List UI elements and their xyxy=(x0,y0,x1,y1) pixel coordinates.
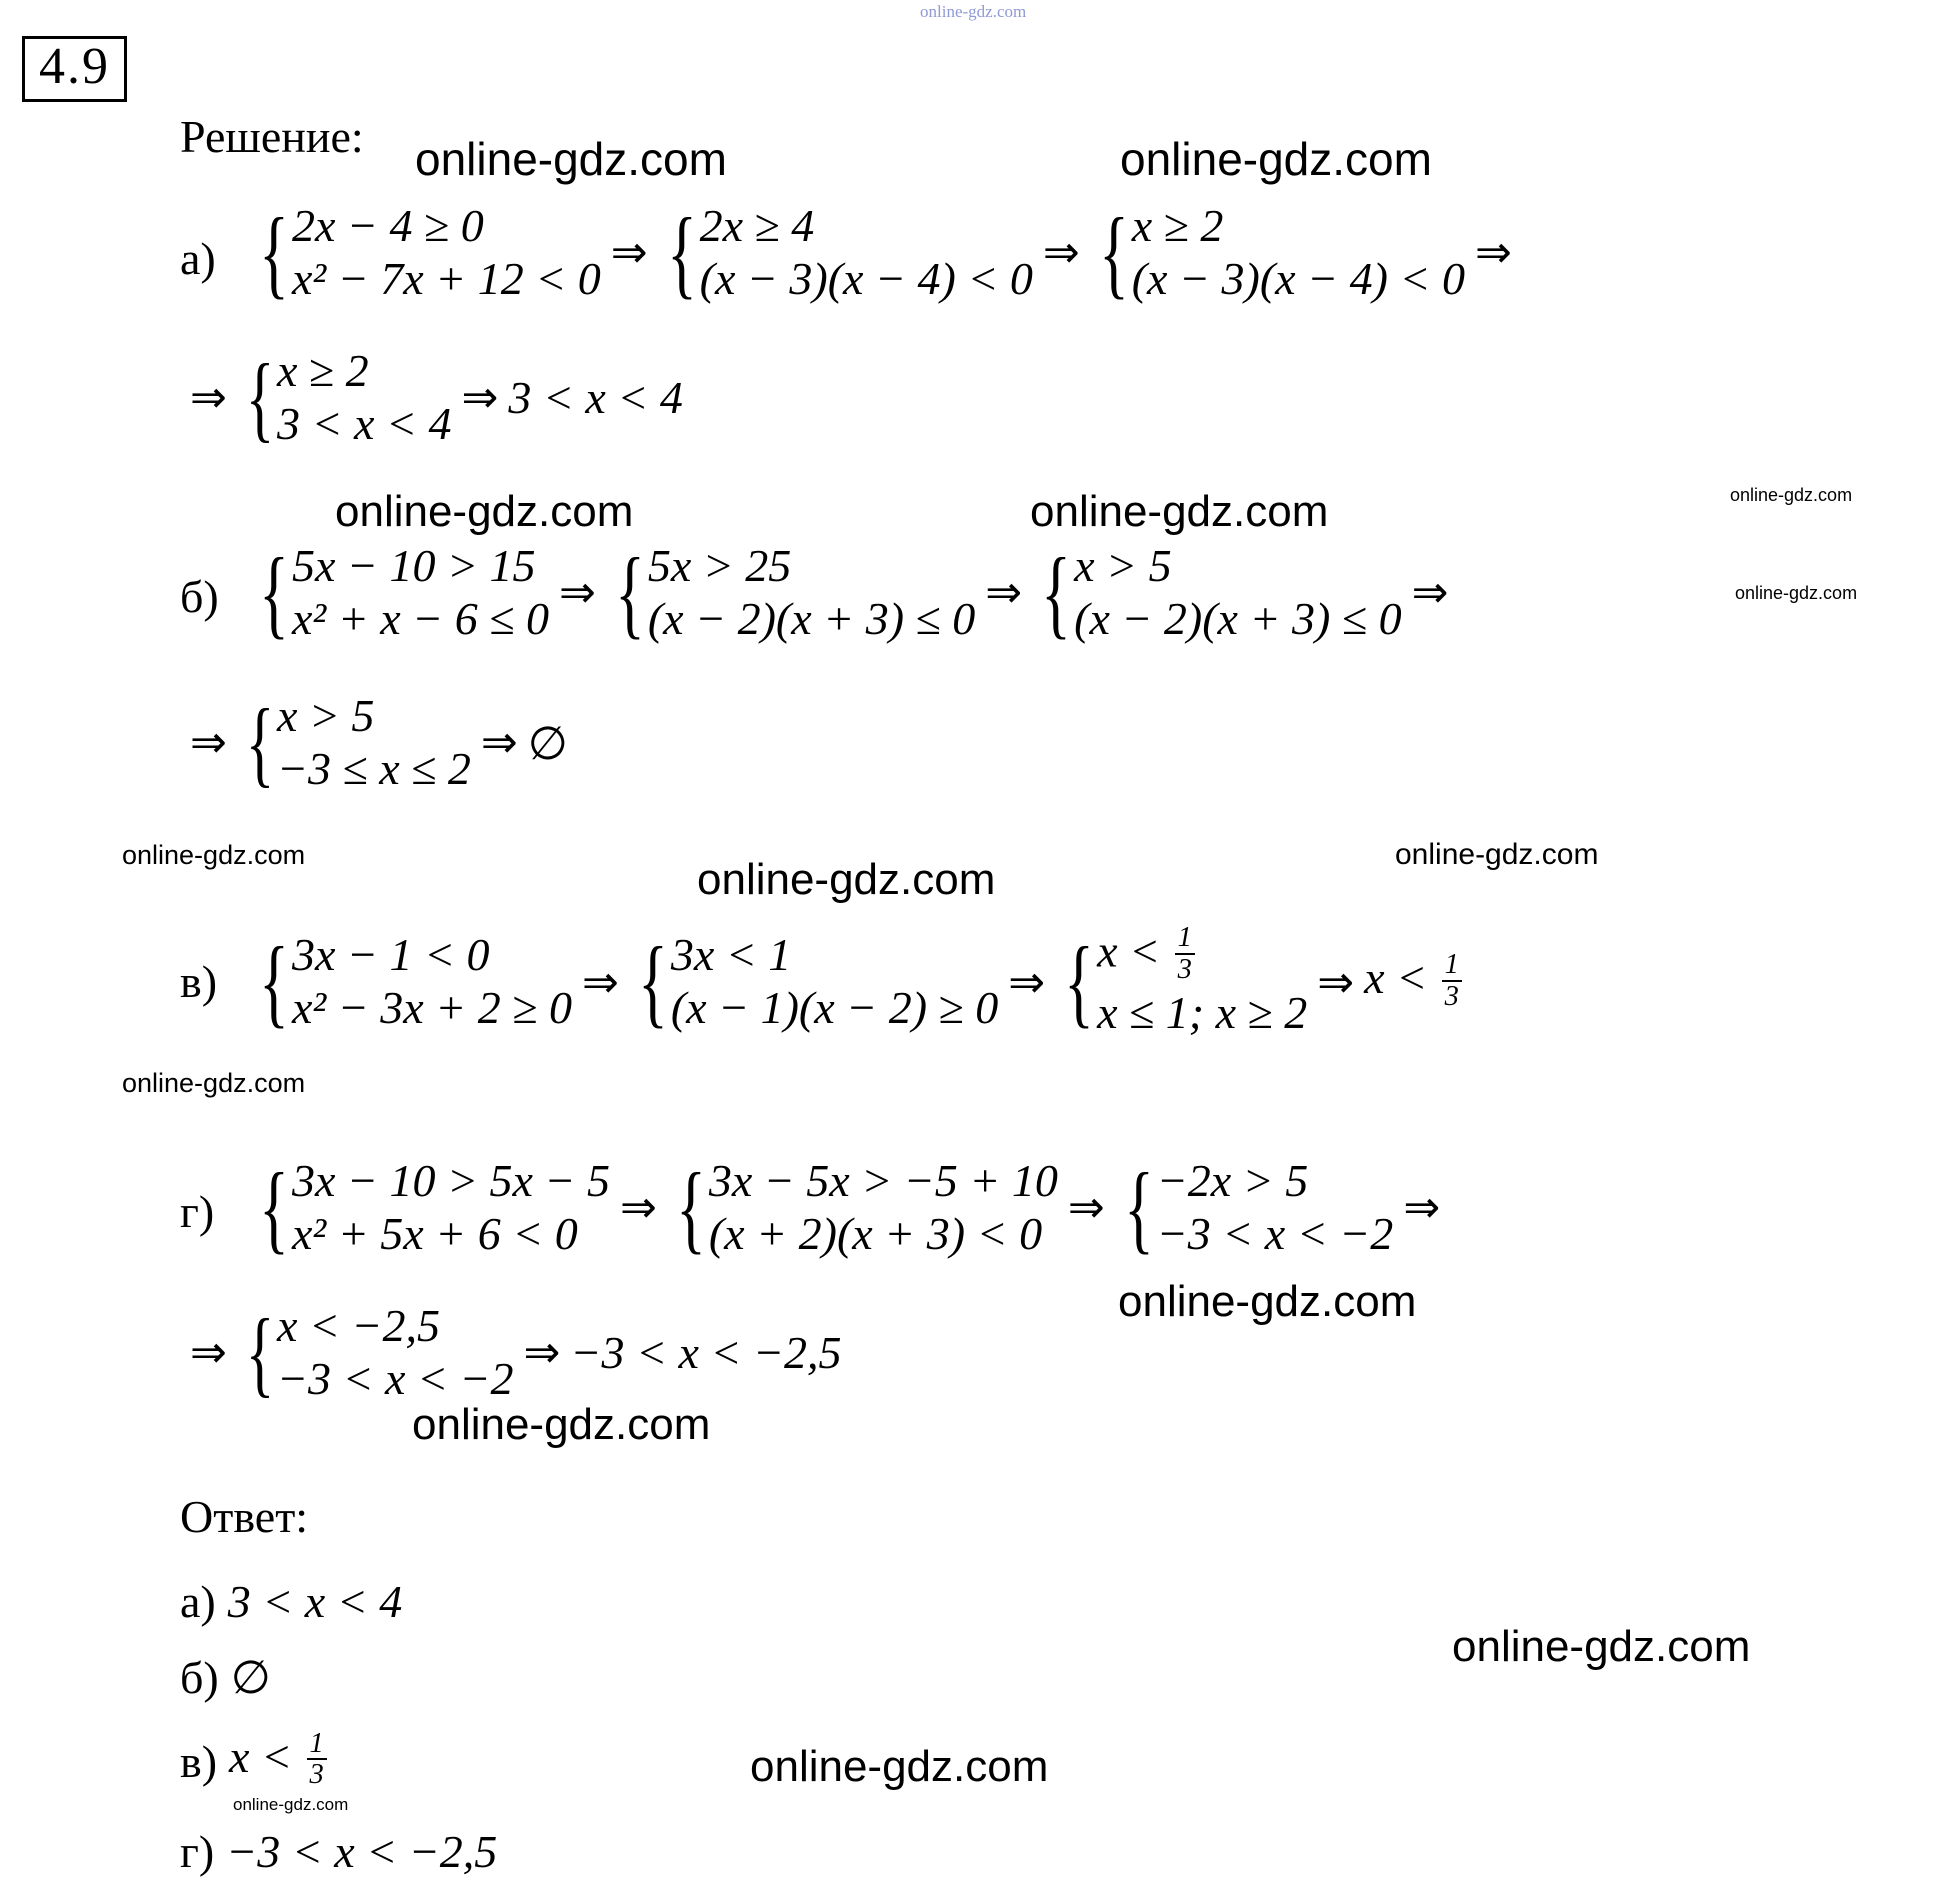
fraction: $\frac{1}{3}$ xyxy=(307,1729,327,1791)
system-2: 3x − 5x > −5 + 10 (x + 2)(x + 3) < 0 xyxy=(708,1155,1058,1259)
brace: { xyxy=(637,926,668,1038)
watermark: online-gdz.com xyxy=(1118,1277,1417,1326)
brace: { xyxy=(675,1151,706,1263)
system-3: x < $\frac{1}{3}$ x ≤ 1; x ≥ 2 xyxy=(1097,922,1308,1038)
watermark: online-gdz.com xyxy=(1735,583,1858,603)
brace: { xyxy=(259,196,289,308)
implication-arrow: ⇒ xyxy=(1042,228,1080,278)
implication-arrow: ⇒ xyxy=(461,373,499,423)
system-3: −2x > 5 −3 < x < −2 xyxy=(1156,1155,1394,1259)
implication-arrow: ⇒ xyxy=(1317,957,1355,1007)
answer-v-value: x < $\frac{1}{3}$ xyxy=(217,1730,330,1792)
implication-arrow: ⇒ xyxy=(190,373,227,423)
watermark: online-gdz.com xyxy=(697,855,996,904)
watermark: online-gdz.com xyxy=(412,1400,711,1449)
implication-arrow: ⇒ xyxy=(985,568,1023,618)
watermark: online-gdz.com xyxy=(415,133,727,185)
brace: { xyxy=(259,926,289,1038)
watermark: online-gdz.com xyxy=(750,1742,1049,1791)
part-a-result: 3 < x < 4 xyxy=(508,372,683,424)
watermark: online-gdz.com xyxy=(122,1068,306,1098)
exercise-number: 4.9 xyxy=(22,36,127,102)
part-g-label: г) xyxy=(180,1186,215,1237)
implication-arrow: ⇒ xyxy=(1403,1183,1441,1233)
watermark: online-gdz.com xyxy=(920,2,1027,21)
part-b-result: ∅ xyxy=(527,717,568,769)
system-2: 5x > 25 (x − 2)(x + 3) ≤ 0 xyxy=(647,540,976,644)
fraction: $\frac{1}{3}$ xyxy=(1442,950,1462,1012)
implication-arrow: ⇒ xyxy=(610,228,648,278)
implication-arrow: ⇒ xyxy=(1008,957,1046,1007)
implication-arrow: ⇒ xyxy=(190,718,227,768)
watermark: online-gdz.com xyxy=(1730,485,1853,505)
part-b-line-2 xyxy=(180,690,568,796)
brace: { xyxy=(1098,196,1129,308)
part-v-label: в) xyxy=(180,956,218,1007)
system-2: 3x < 1 (x − 1)(x − 2) ≥ 0 xyxy=(670,929,999,1034)
watermark: online-gdz.com xyxy=(335,487,634,536)
implication-arrow: ⇒ xyxy=(581,957,619,1007)
part-b-label: б) xyxy=(180,571,219,622)
brace: { xyxy=(1123,1151,1154,1263)
system-1: 2x − 4 ≥ 0 x² − 7x + 12 < 0 xyxy=(292,200,601,304)
brace: { xyxy=(245,689,275,797)
brace: { xyxy=(1064,926,1095,1038)
answer-row-g xyxy=(180,1825,497,1878)
answer-b-label: б) xyxy=(180,1651,219,1703)
system-final: x < −2,5 −3 < x < −2 xyxy=(276,1300,514,1404)
watermark: online-gdz.com xyxy=(1395,838,1599,871)
brace: { xyxy=(245,1299,275,1407)
answer-v-label: в) xyxy=(180,1735,218,1787)
brace: { xyxy=(259,536,289,648)
implication-arrow: ⇒ xyxy=(619,1183,657,1233)
system-3-row-1: x < $\frac{1}{3}$ xyxy=(1097,925,1307,987)
watermark: online-gdz.com xyxy=(233,1795,349,1814)
part-a-line-1 xyxy=(250,196,1522,308)
watermark: online-gdz.com xyxy=(1030,487,1329,536)
answer-heading: Ответ: xyxy=(180,1491,309,1542)
system-3: x ≥ 2 (x − 3)(x − 4) < 0 xyxy=(1131,200,1465,304)
implication-arrow: ⇒ xyxy=(558,568,596,618)
answer-g-value: −3 < x < −2,5 xyxy=(226,1826,498,1877)
system-2: 2x ≥ 4 (x − 3)(x − 4) < 0 xyxy=(699,200,1033,304)
implication-arrow: ⇒ xyxy=(1411,568,1449,618)
system-final: x > 5 −3 ≤ x ≤ 2 xyxy=(276,690,471,794)
part-g-line-2 xyxy=(180,1300,842,1406)
part-v-line-1 xyxy=(250,922,1465,1040)
part-g-result: −3 < x < −2,5 xyxy=(570,1327,842,1379)
implication-arrow: ⇒ xyxy=(1474,228,1512,278)
watermark: online-gdz.com xyxy=(1120,133,1432,185)
system-1: 3x − 1 < 0 x² − 3x + 2 ≥ 0 xyxy=(292,929,572,1034)
brace: { xyxy=(614,536,645,648)
answer-a-label: а) xyxy=(180,1576,216,1627)
watermark: online-gdz.com xyxy=(122,840,306,870)
watermark: online-gdz.com xyxy=(1452,1622,1751,1671)
brace: { xyxy=(1041,536,1072,648)
part-a-line-2 xyxy=(180,345,683,451)
implication-arrow: ⇒ xyxy=(190,1328,227,1378)
implication-arrow: ⇒ xyxy=(1067,1183,1105,1233)
system-1: 5x − 10 > 15 x² + x − 6 ≤ 0 xyxy=(292,540,549,644)
answer-a-value: 3 < x < 4 xyxy=(227,1576,403,1627)
answer-row-b xyxy=(180,1650,271,1704)
brace: { xyxy=(259,1151,289,1263)
system-3: x > 5 (x − 2)(x + 3) ≤ 0 xyxy=(1074,540,1402,644)
answer-g-label: г) xyxy=(180,1826,215,1877)
solution-heading: Решение: xyxy=(180,111,364,162)
system-final: x ≥ 2 3 < x < 4 xyxy=(276,345,452,449)
answer-row-v xyxy=(180,1727,330,1792)
answer-row-a xyxy=(180,1575,402,1628)
fraction: $\frac{1}{3}$ xyxy=(1175,923,1195,985)
implication-arrow: ⇒ xyxy=(523,1328,561,1378)
brace: { xyxy=(245,344,275,452)
part-b-line-1 xyxy=(250,536,1458,648)
part-v-result: x < $\frac{1}{3}$ xyxy=(1364,951,1465,1013)
part-g-line-1 xyxy=(250,1151,1450,1263)
part-a-label: а) xyxy=(180,233,216,284)
system-1: 3x − 10 > 5x − 5 x² + 5x + 6 < 0 xyxy=(292,1155,610,1259)
answer-b-value: ∅ xyxy=(230,1652,271,1703)
implication-arrow: ⇒ xyxy=(480,718,518,768)
brace: { xyxy=(666,196,697,308)
